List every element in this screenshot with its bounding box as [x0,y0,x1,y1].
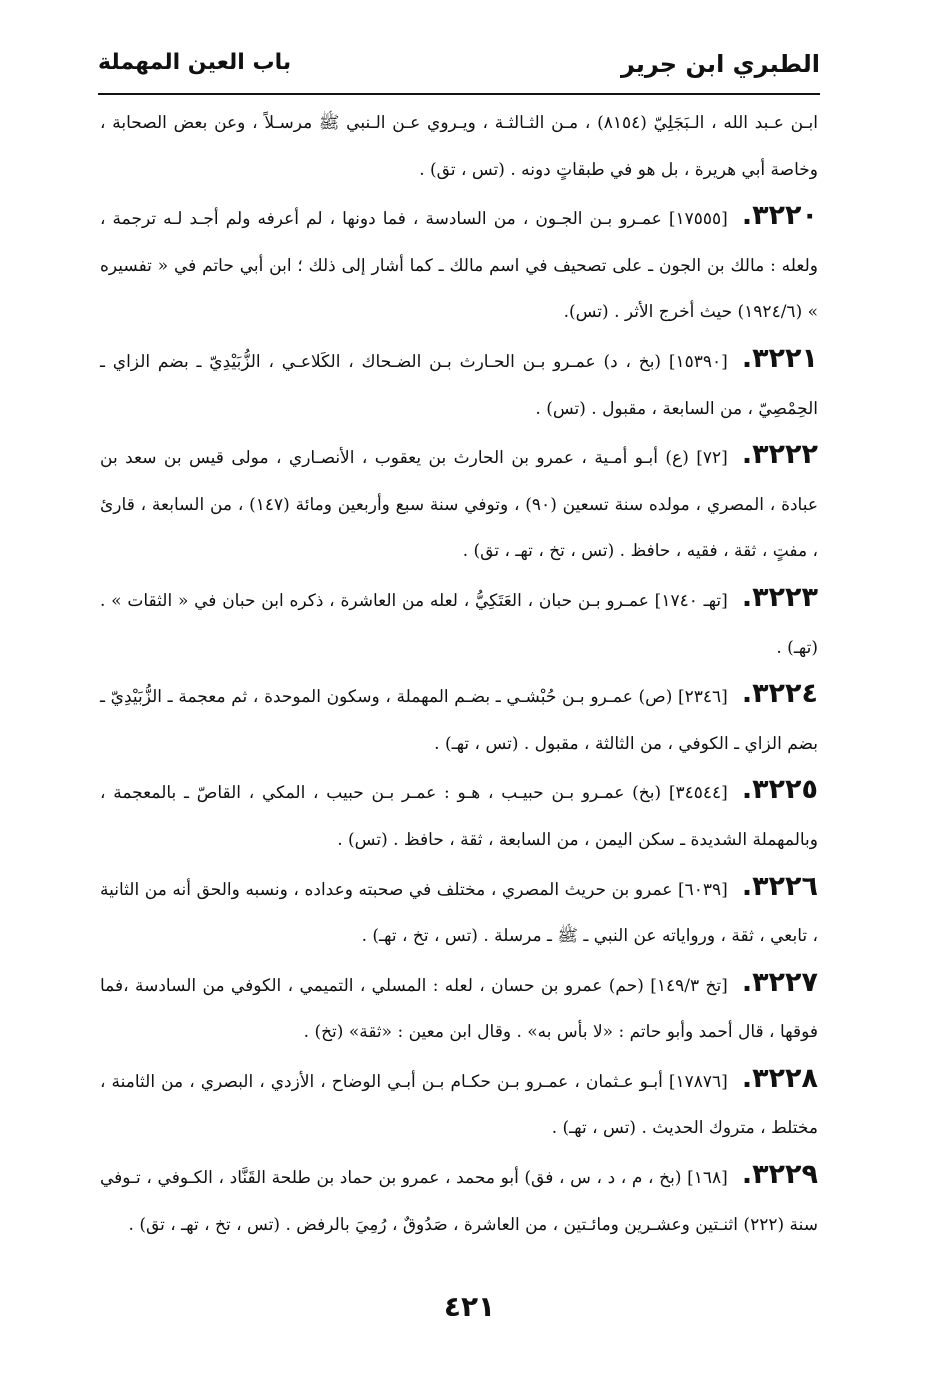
entry-text: [١٧٥٥٥] عمـرو بـن الجـون ، من السادسة ، فما دونها ، لم أعرفه ولم أجـد لـه ترجمة ، ولعله : مالك بن الجون ـ على تصحيف في اسم مالك ـ كما أشار إلى ذلك ؛ ابن أبي حاتم في « تفسيره » (١٩٢٤/٦) حيث أخرج الأثر . (تس). [100,209,818,323]
entry-number: ٣٢٢٠. [741,200,818,232]
entry-number: ٣٢٢١. [741,342,818,374]
header-book-title: الطبري ابن جرير [620,50,820,78]
entry-text: [تخ ١٤٩/٣] (حم) عمرو بن حسان ، لعله : المسلي ، التميمي ، الكوفي من السادسة ،فما فوقها ، قال أحمد وأبو حاتم : «لا بأس به» . وقال ابن معين : «ثقة» (تخ) . [100,975,818,1043]
intro-paragraph: ابـن عـبد الله ، الـبَجَلِيّ (٨١٥٤) ، مـن الثـالثـة ، ويـروي عـن الـنبي ﷺ مرسـلاً ، وعن بعض الصحابة ، وخاصة أبي هريرة ، بل هو في طبقاتٍ دونه . (تس ، تق) . [100,113,819,180]
entry-3220 [100,193,818,336]
entry-3226 [100,864,818,960]
entry-number: ٣٢٢٥. [741,774,818,806]
header-rule [98,93,820,95]
entry-number: ٣٢٢٧. [741,966,818,998]
entry-text: [٣٤٥٤٤] (بخ) عمـرو بـن حبيـب ، هـو : عمـر بـن حبيب ، المكي ، القاصّ ـ بالمعجمة ، وبالمهملة الشديدة ـ سكن اليمن ، من السابعة ، ثقة ، حافظ . (تس) . [100,783,818,850]
entry-3224 [100,671,818,767]
entry-number: ٣٢٢٨. [741,1062,818,1094]
entry-3227 [100,960,818,1056]
entry-3221 [100,336,818,432]
entry-3228 [100,1056,818,1152]
entry-number: ٣٢٢٤. [741,678,818,710]
header-chapter-title: باب العين المهملة [98,50,292,75]
page-number: ٤٢١ [443,1290,496,1323]
entry-text: [تهـ ١٧٤٠] عمـرو بـن حبان ، العَتَكِيُّ ، لعله من العاشرة ، ذكره ابن حبان في « الثقات » . (تهـ) . [100,590,818,658]
entry-3222 [100,432,818,575]
entry-number: ٣٢٢٩. [741,1159,818,1191]
running-header [98,46,820,90]
entry-text: [١٥٣٩٠] (بخ ، د) عمـرو بـن الحـارث بـن الضـحاك ، الكَلاعـي ، الزُّبَيْدِيّ ـ بضم الزاي ـ الحِمْصِيّ ، من السابعة ، مقبول . (تس) . [100,351,818,419]
entry-number: ٣٢٢٦. [741,870,818,902]
entry-text: [٧٢] (ع) أبـو أمـية ، عمرو بن الحارث بن يعقوب ، الأنصـاري ، مولى قيس بن سعد بن عبادة ، المصري ، مولده سنة تسعين (٩٠) ، وتوفي سنة سبع وأربعين ومائة (١٤٧) ، من السابعة ، قارئ ، مفتٍ ، ثقة ، فقيه ، حافظ . (تس ، تخ ، تهـ ، تق) . [100,448,819,562]
entry-text: [٢٣٤٦] (ص) عمـرو بـن حُبْشـي ـ بضـم المهملة ، وسكون الموحدة ، ثم معجمة ـ الزُّبَيْدِيّ ـ بضم الزاي ـ الكوفي ، من الثالثة ، مقبول . (تس ، تهـ) . [100,687,818,754]
entry-text: [١٧٨٧٦] أبـو عـثمان ، عمـرو بـن حكـام بـن أبـي الوضاح ، الأزدي ، البصري ، من الثامنة ، مختلط ، متروك الحديث . (تس ، تهـ) . [100,1071,818,1139]
entries-body [100,100,818,1248]
entry-3225 [100,767,818,863]
entry-number: ٣٢٢٣. [741,581,818,613]
entry-3223 [100,575,818,671]
entry-3229 [100,1152,818,1248]
entry-text: [١٦٨] (بخ ، م ، د ، س ، فق) أبو محمد ، عمرو بن حماد بن طلحة القَنَّاد ، الكـوفي ، تـوفي سنة (٢٢٢) اثنـتين وعشـرين ومائـتين ، من العاشرة ، صَدُوقٌ ، رُمِيَ بالرفض . (تس ، تخ ، تهـ ، تق) . [100,1168,818,1235]
entry-text: [٦٠٣٩] عمرو بن حريث المصري ، مختلف في صحبته وعداده ، ونسبه والحق أنه من الثانية ، تابعي ، ثقة ، ورواياته عن النبي ـ ﷺ ـ مرسلة . (تس ، تخ ، تهـ) . [100,879,818,947]
entry-number: ٣٢٢٢. [741,439,818,471]
